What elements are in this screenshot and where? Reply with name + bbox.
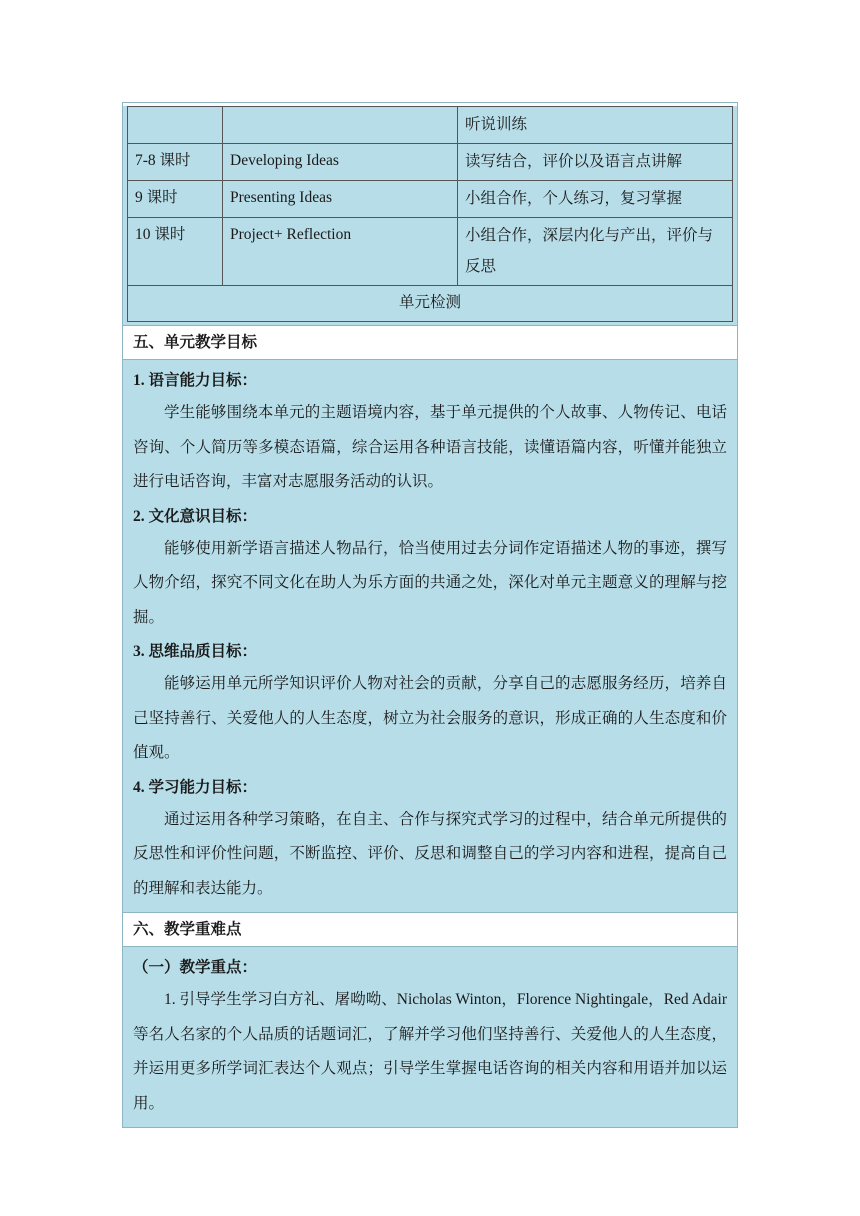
table-row bbox=[128, 218, 733, 286]
goal-title: 4. 学习能力目标： bbox=[133, 778, 258, 796]
section-cell: Project+ Reflection bbox=[223, 218, 458, 286]
goal-text: 通过运用各种学习策略，在自主、合作与探究式学习的过程中，结合单元所提供的反思性和评价性问题，不断监控、评价、反思和调整自己的学习内容和进程，提高自己的理解和表达能力。 bbox=[133, 810, 727, 897]
period-cell: 10 课时 bbox=[128, 218, 223, 286]
table-row bbox=[128, 144, 733, 181]
method-cell: 读写结合，评价以及语言点讲解 bbox=[458, 144, 733, 181]
goal-title: 2. 文化意识目标： bbox=[133, 507, 258, 525]
period-cell bbox=[128, 107, 223, 144]
table-row bbox=[128, 286, 733, 322]
table-row bbox=[128, 181, 733, 218]
section-heading-key-points: 六、教学重难点 bbox=[123, 912, 737, 946]
goal-title: 1. 语言能力目标： bbox=[133, 372, 258, 389]
goal-text: 学生能够围绕本单元的主题语境内容，基于单元提供的个人故事、人物传记、电话咨询、个人简历等多模态语篇，综合运用各种语言技能，读懂语篇内容，听懂并能独立进行电话咨询，丰富对志愿服务活动的认识。 bbox=[133, 404, 727, 490]
table-row bbox=[128, 107, 733, 144]
section-cell bbox=[223, 107, 458, 144]
method-cell: 小组合作，个人练习，复习掌握 bbox=[458, 181, 733, 218]
goal-text: 能够运用单元所学知识评价人物对社会的贡献，分享自己的志愿服务经历，培养自己坚持善行、关爱他人的人生态度，树立为社会服务的意识，形成正确的人生态度和价值观。 bbox=[133, 675, 727, 761]
schedule-table bbox=[127, 106, 733, 322]
goals-section bbox=[123, 359, 737, 912]
section-heading-goals: 五、单元教学目标 bbox=[123, 325, 737, 359]
unit-test-cell: 单元检测 bbox=[128, 286, 733, 322]
method-cell: 听说训练 bbox=[458, 107, 733, 144]
period-cell: 9 课时 bbox=[128, 181, 223, 218]
document-frame bbox=[122, 102, 738, 1128]
period-cell: 7-8 课时 bbox=[128, 144, 223, 181]
goal-title: 3. 思维品质目标： bbox=[133, 643, 258, 660]
key-points-text: 1. 引导学生学习白方礼、屠呦呦、Nicholas Winton，Florence Nightingale，Red Adair 等名人名家的个人品质的话题词汇，了解并学习他们坚持善行、关爱他人的人生态度，并运用更多所学词汇表达个人观点；引导学生掌握电话咨询的相关内容和用语并加以运用。 bbox=[133, 991, 727, 1112]
method-cell: 小组合作，深层内化与产出，评价与反思 bbox=[458, 218, 733, 286]
goal-text: 能够使用新学语言描述人物品行，恰当使用过去分词作定语描述人物的事迹，撰写人物介绍，探究不同文化在助人为乐方面的共通之处，深化对单元主题意义的理解与挖掘。 bbox=[133, 539, 727, 626]
section-cell: Developing Ideas bbox=[223, 144, 458, 181]
schedule-block bbox=[123, 106, 737, 325]
key-points-subheading: （一）教学重点： bbox=[133, 959, 258, 976]
section-cell: Presenting Ideas bbox=[223, 181, 458, 218]
key-points-section bbox=[123, 946, 737, 1127]
